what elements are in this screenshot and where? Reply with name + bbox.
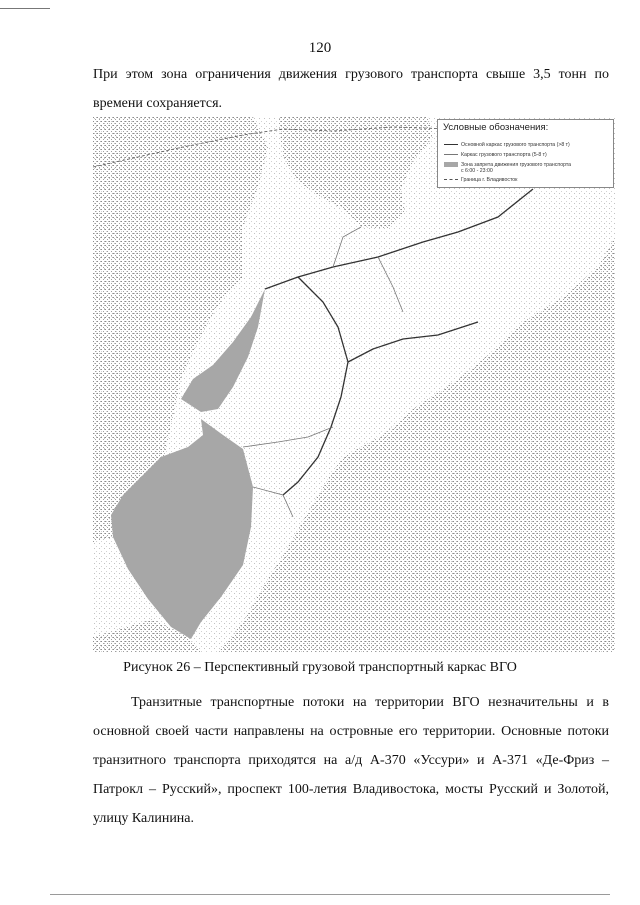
legend-item-restricted-hours: с 6:00 - 23:00 [461,168,493,174]
figure-caption: Рисунок 26 – Перспективный грузовой транспортный каркас ВГО [123,660,517,675]
thin-line-icon [444,154,458,155]
gray-fill-icon [444,162,458,167]
dashed-line-icon [444,179,458,180]
legend-item-city-boundary: Граница г. Владивосток [444,177,517,183]
body-paragraph: Транзитные транспортные потоки на территории ВГО незначительны и в основной своей части направлены на островные его территории. Основные потоки транзитного транспорта приходятся на а/д А-370 «Уссури» и А-371 «Де-Фриз – Патрокл – Русский», проспект 100-летия Владивостока, мосты Русский и Золотой, улицу Калинина. [93,695,609,826]
legend-item-main-freight: Основной каркас грузового транспорта (>8 т) [444,142,570,148]
thick-line-icon [444,144,458,145]
legend-item-restricted-zone: Зона запрета движения грузового транспорта [444,162,571,168]
legend-title: Условные обозначения: [443,122,549,133]
page-number: 120 [308,40,332,56]
transport-map [93,117,615,653]
bottom-rule [50,894,610,895]
intro-paragraph: При этом зона ограничения движения грузового транспорта свыше 3,5 тонн по времени сохраняется. [93,67,609,111]
top-rule [0,8,50,9]
map-legend [437,119,614,188]
legend-item-freight-frame: Каркас грузового транспорта (5-8 т) [444,152,547,158]
